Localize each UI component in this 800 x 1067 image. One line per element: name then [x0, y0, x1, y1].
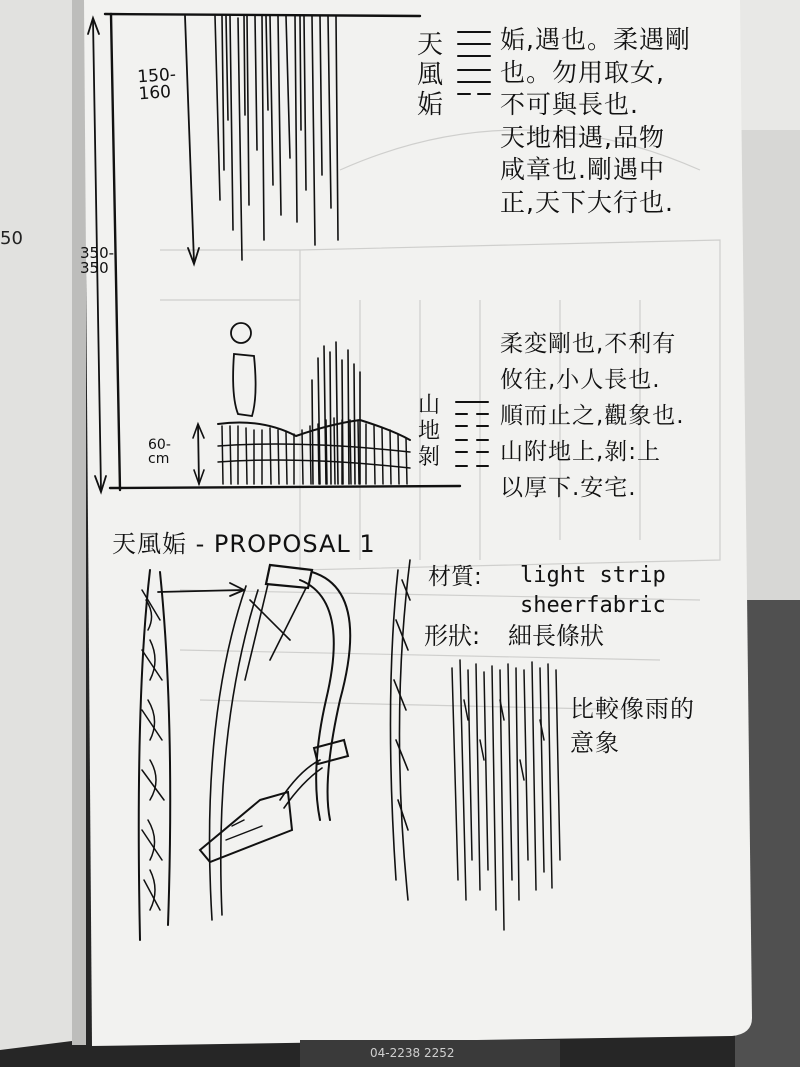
hexagram-1-line: 也。勿用取女,: [500, 57, 665, 87]
note-line: 比較像雨的: [570, 695, 695, 723]
hexagram-1-line: 天地相遇,品物: [500, 122, 665, 152]
hexagram-2-line: 以厚下.安宅.: [500, 475, 637, 501]
hexagram-2-line: 山附地上,剝:上: [500, 439, 662, 465]
background-box-top: [735, 0, 800, 130]
shape-label: 形狀:: [424, 622, 481, 650]
total-height-label: 350- 350: [80, 244, 115, 277]
hexagram-2-line: 順而止之,觀象也.: [500, 403, 685, 429]
notebook-spine: [72, 0, 86, 1045]
hexagram-1-line: 不可與長也.: [500, 90, 639, 119]
material-value-sheer-fabric: sheerfabric: [520, 593, 666, 618]
hexagram-1-text: [500, 24, 691, 219]
material-label: 材質:: [428, 564, 482, 590]
hexagram-1-line: 咸章也.剛遇中: [500, 155, 665, 184]
rain-imagery-note: [570, 692, 695, 760]
material-value-light-strip: light strip: [520, 563, 666, 588]
proposal-title: 天風姤 - PROPOSAL 1: [112, 530, 376, 558]
hexagram-1-name: 天風姤: [416, 30, 443, 120]
shape-value: 細長條狀: [508, 622, 604, 650]
left-page: [0, 0, 80, 1050]
hexagram-2-line: 攸往,小人長也.: [500, 367, 661, 393]
curtain-length-label: 150- 160: [136, 64, 177, 105]
hexagram-1-line: 姤,遇也。柔遇剛: [500, 25, 691, 54]
base-height-arrow: [198, 425, 199, 484]
left-margin-number: 50: [0, 228, 23, 249]
hexagram-2-line: 柔変剛也,不利有: [500, 331, 677, 357]
note-line: 意象: [570, 729, 620, 757]
hexagram-2-name: 山地剝: [417, 393, 440, 470]
base-height-label: 60- cm: [148, 437, 171, 467]
hexagram-1-line: 正,天下大行也.: [500, 187, 674, 217]
bottom-phone-text: 04-2238 2252: [370, 1046, 455, 1060]
hexagram-2-text: [500, 326, 685, 506]
